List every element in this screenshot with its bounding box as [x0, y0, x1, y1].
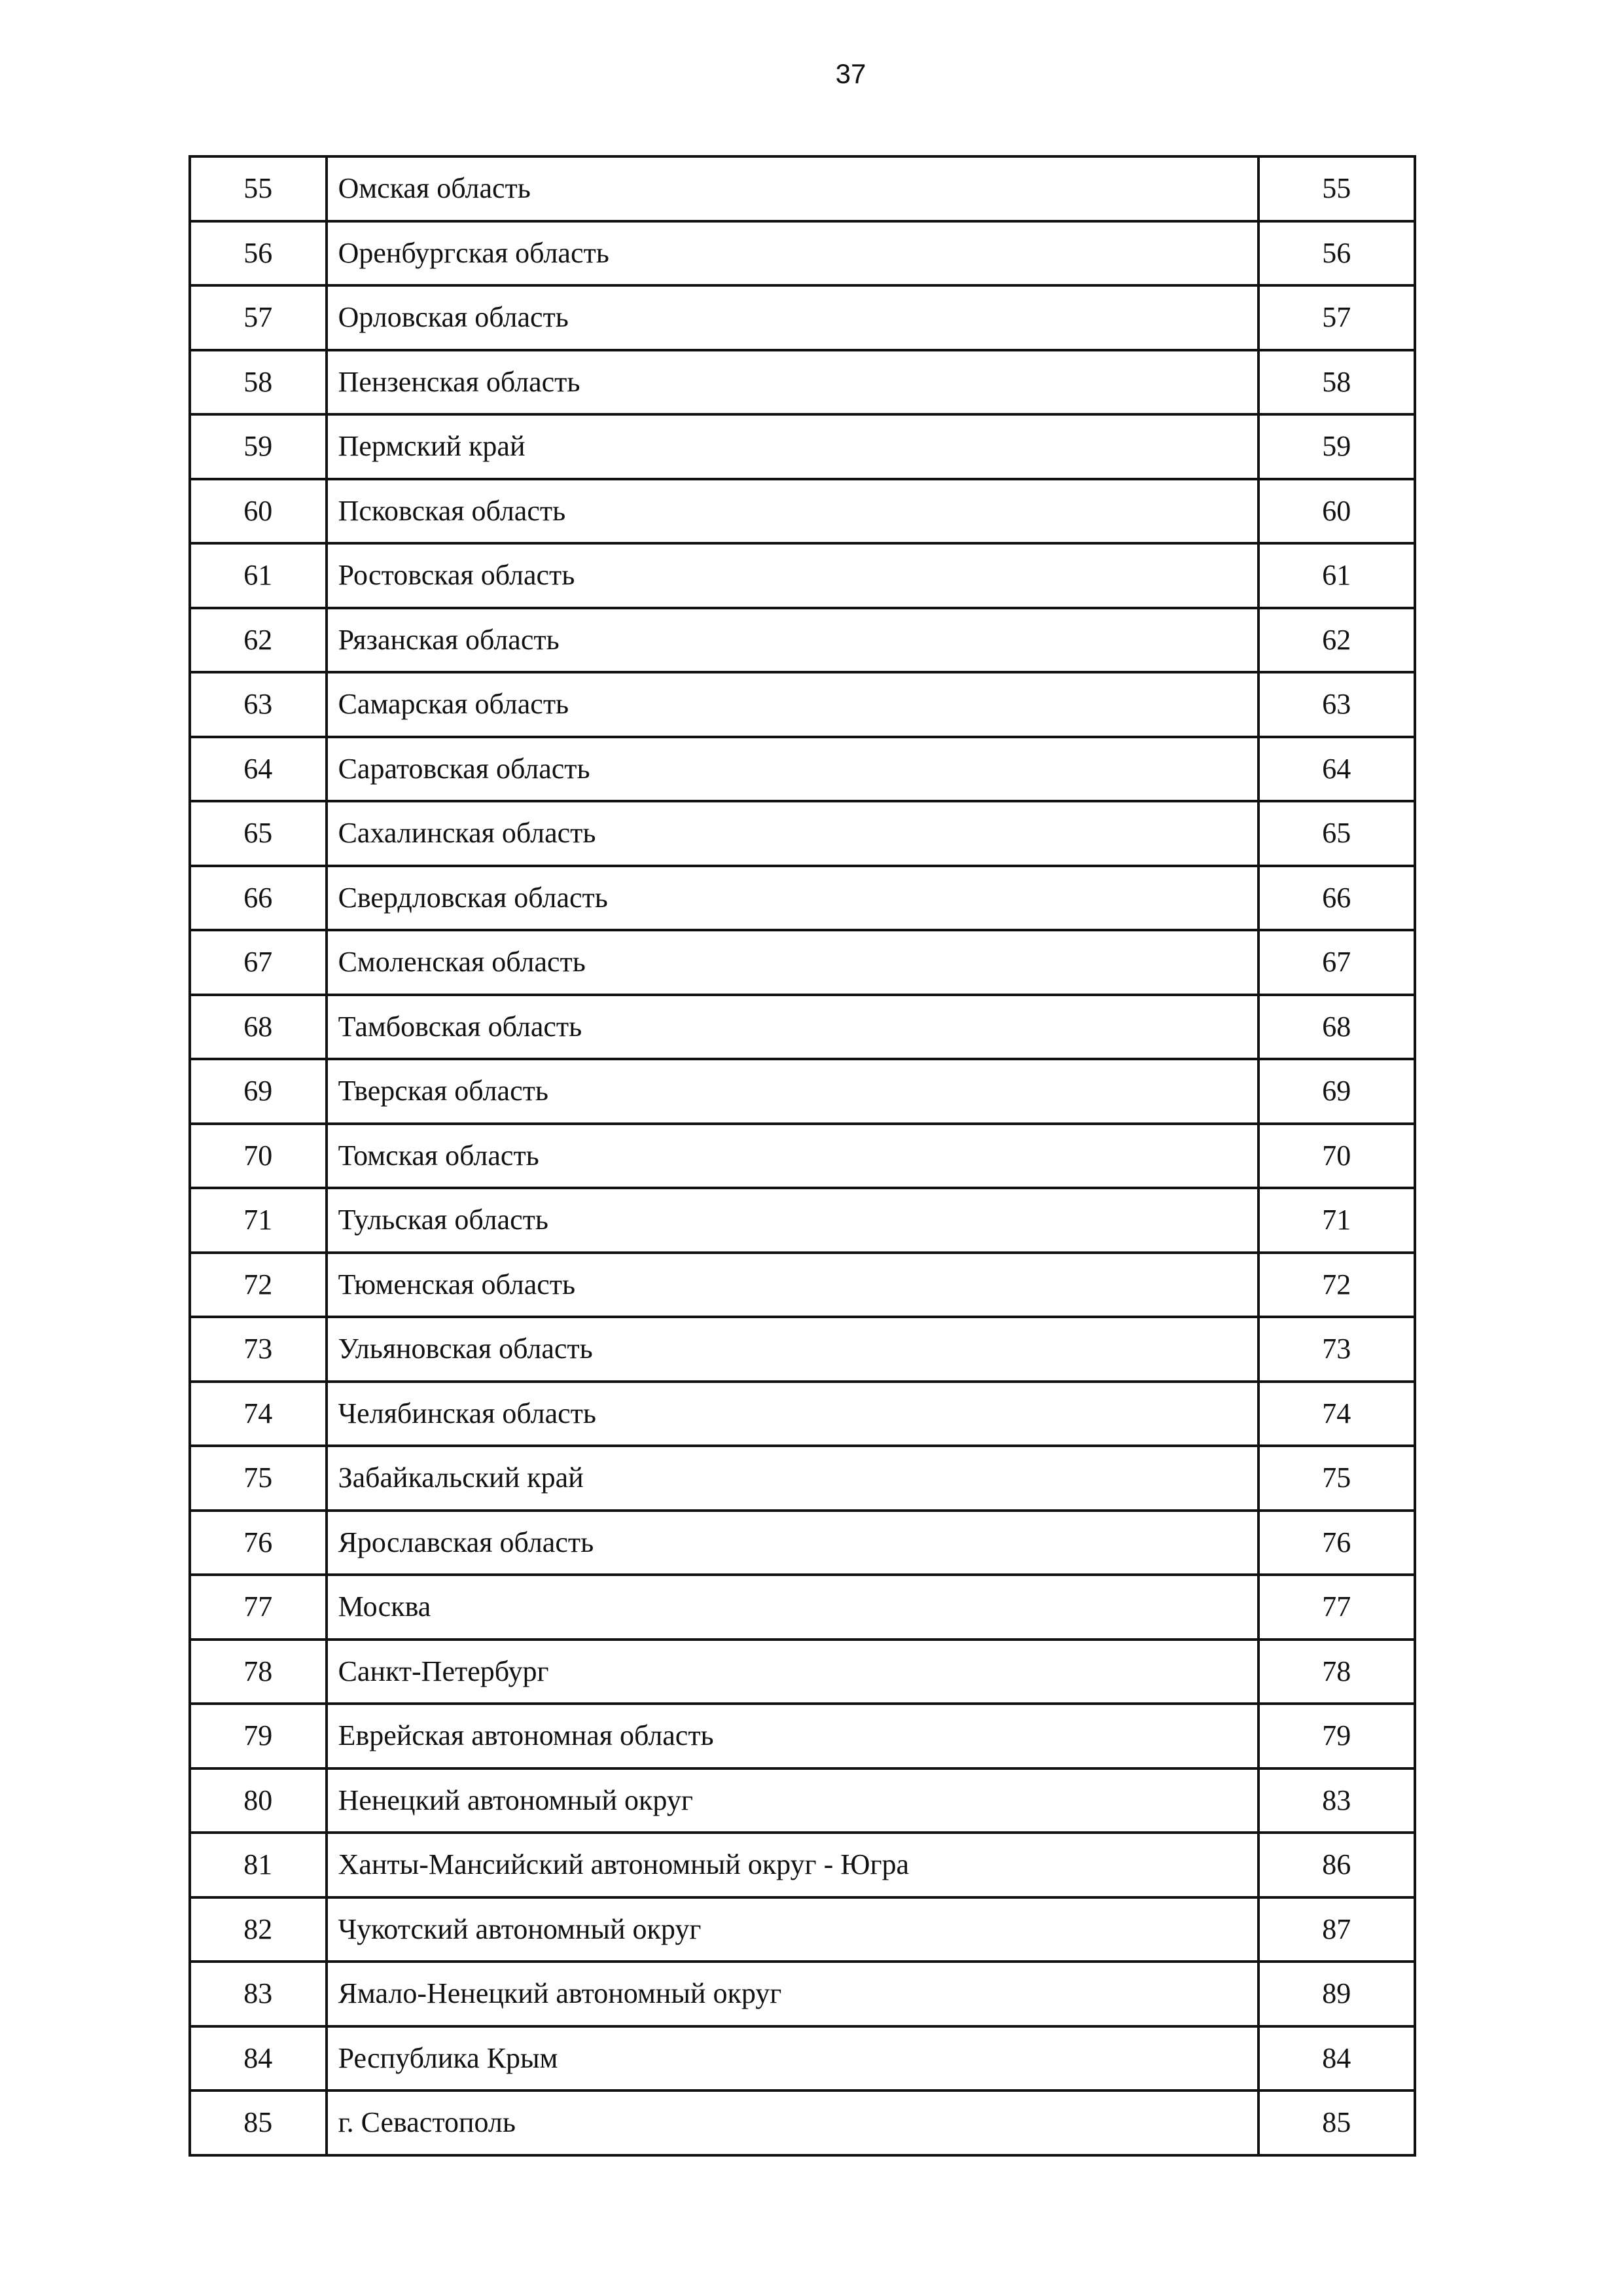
region-name-cell: Самарская область [328, 673, 1260, 738]
region-name-cell: Челябинская область [328, 1383, 1260, 1448]
region-name-cell: Орловская область [328, 287, 1260, 351]
row-number-cell: 77 [191, 1576, 328, 1641]
region-code-cell: 74 [1260, 1383, 1416, 1448]
table-row [191, 1383, 1416, 1448]
table-row [191, 1060, 1416, 1125]
region-name-cell: Еврейская автономная область [328, 1705, 1260, 1770]
row-number-cell: 66 [191, 867, 328, 932]
region-name-cell: г. Севастополь [328, 2092, 1260, 2157]
region-code-cell: 69 [1260, 1060, 1416, 1125]
region-code-cell: 72 [1260, 1254, 1416, 1319]
region-name-cell: Смоленская область [328, 931, 1260, 996]
row-number-cell: 74 [191, 1383, 328, 1448]
table-row [191, 1447, 1416, 1512]
row-number-cell: 64 [191, 738, 328, 803]
region-name-cell: Томская область [328, 1125, 1260, 1190]
table-row [191, 1512, 1416, 1577]
row-number-cell: 70 [191, 1125, 328, 1190]
region-code-cell: 76 [1260, 1512, 1416, 1577]
row-number-cell: 60 [191, 480, 328, 545]
table-row [191, 1770, 1416, 1835]
region-code-cell: 85 [1260, 2092, 1416, 2157]
region-name-cell: Чукотский автономный округ [328, 1899, 1260, 1964]
region-code-cell: 60 [1260, 480, 1416, 545]
region-name-cell: Москва [328, 1576, 1260, 1641]
region-name-cell: Ярославская область [328, 1512, 1260, 1577]
region-name-cell: Сахалинская область [328, 802, 1260, 867]
region-code-cell: 75 [1260, 1447, 1416, 1512]
table-row [191, 2092, 1416, 2157]
region-code-cell: 70 [1260, 1125, 1416, 1190]
region-name-cell: Санкт-Петербург [328, 1641, 1260, 1706]
table-row [191, 1189, 1416, 1254]
row-number-cell: 72 [191, 1254, 328, 1319]
row-number-cell: 61 [191, 545, 328, 609]
region-name-cell: Республика Крым [328, 2028, 1260, 2092]
region-code-cell: 79 [1260, 1705, 1416, 1770]
row-number-cell: 65 [191, 802, 328, 867]
row-number-cell: 82 [191, 1899, 328, 1964]
table-row [191, 1254, 1416, 1319]
table-row [191, 1125, 1416, 1190]
region-name-cell: Рязанская область [328, 609, 1260, 674]
table-row [191, 1834, 1416, 1899]
row-number-cell: 84 [191, 2028, 328, 2092]
table-row [191, 1641, 1416, 1706]
region-name-cell: Тамбовская область [328, 996, 1260, 1061]
region-name-cell: Ненецкий автономный округ [328, 1770, 1260, 1835]
row-number-cell: 75 [191, 1447, 328, 1512]
table-row [191, 480, 1416, 545]
region-code-cell: 83 [1260, 1770, 1416, 1835]
region-name-cell: Тюменская область [328, 1254, 1260, 1319]
table-row [191, 1899, 1416, 1964]
region-name-cell: Забайкальский край [328, 1447, 1260, 1512]
region-code-cell: 64 [1260, 738, 1416, 803]
table-row [191, 738, 1416, 803]
table-row [191, 1705, 1416, 1770]
table-row [191, 351, 1416, 416]
row-number-cell: 69 [191, 1060, 328, 1125]
region-code-cell: 59 [1260, 416, 1416, 480]
region-name-cell: Оренбургская область [328, 223, 1260, 287]
row-number-cell: 78 [191, 1641, 328, 1706]
table-row [191, 416, 1416, 480]
region-code-cell: 87 [1260, 1899, 1416, 1964]
table-row [191, 996, 1416, 1061]
row-number-cell: 55 [191, 158, 328, 223]
region-code-cell: 86 [1260, 1834, 1416, 1899]
row-number-cell: 80 [191, 1770, 328, 1835]
region-code-cell: 67 [1260, 931, 1416, 996]
table-row [191, 158, 1416, 223]
region-code-cell: 55 [1260, 158, 1416, 223]
table-row [191, 223, 1416, 287]
region-code-cell: 68 [1260, 996, 1416, 1061]
table-row [191, 545, 1416, 609]
table-row [191, 931, 1416, 996]
region-name-cell: Ханты-Мансийский автономный округ - Югра [328, 1834, 1260, 1899]
region-code-cell: 56 [1260, 223, 1416, 287]
row-number-cell: 83 [191, 1963, 328, 2028]
table-row [191, 867, 1416, 932]
region-code-cell: 73 [1260, 1318, 1416, 1383]
table-row [191, 1318, 1416, 1383]
region-name-cell: Ямало-Ненецкий автономный округ [328, 1963, 1260, 2028]
row-number-cell: 71 [191, 1189, 328, 1254]
row-number-cell: 57 [191, 287, 328, 351]
region-code-cell: 77 [1260, 1576, 1416, 1641]
table-row [191, 287, 1416, 351]
table-row [191, 609, 1416, 674]
region-name-cell: Саратовская область [328, 738, 1260, 803]
row-number-cell: 73 [191, 1318, 328, 1383]
region-name-cell: Псковская область [328, 480, 1260, 545]
row-number-cell: 81 [191, 1834, 328, 1899]
region-name-cell: Ульяновская область [328, 1318, 1260, 1383]
region-code-cell: 63 [1260, 673, 1416, 738]
row-number-cell: 63 [191, 673, 328, 738]
region-code-cell: 62 [1260, 609, 1416, 674]
table-row [191, 2028, 1416, 2092]
region-code-cell: 61 [1260, 545, 1416, 609]
region-name-cell: Ростовская область [328, 545, 1260, 609]
region-code-cell: 71 [1260, 1189, 1416, 1254]
table-row [191, 1576, 1416, 1641]
region-name-cell: Омская область [328, 158, 1260, 223]
table-row [191, 802, 1416, 867]
row-number-cell: 79 [191, 1705, 328, 1770]
region-name-cell: Тверская область [328, 1060, 1260, 1125]
table-row [191, 673, 1416, 738]
region-name-cell: Тульская область [328, 1189, 1260, 1254]
region-code-cell: 58 [1260, 351, 1416, 416]
region-name-cell: Пензенская область [328, 351, 1260, 416]
region-code-cell: 89 [1260, 1963, 1416, 2028]
regions-table [188, 155, 1416, 2157]
row-number-cell: 62 [191, 609, 328, 674]
row-number-cell: 59 [191, 416, 328, 480]
table-row [191, 1963, 1416, 2028]
region-name-cell: Свердловская область [328, 867, 1260, 932]
region-code-cell: 84 [1260, 2028, 1416, 2092]
region-code-cell: 57 [1260, 287, 1416, 351]
row-number-cell: 85 [191, 2092, 328, 2157]
page-number: 37 [835, 58, 866, 89]
row-number-cell: 58 [191, 351, 328, 416]
region-code-cell: 66 [1260, 867, 1416, 932]
region-code-cell: 65 [1260, 802, 1416, 867]
row-number-cell: 56 [191, 223, 328, 287]
row-number-cell: 68 [191, 996, 328, 1061]
region-name-cell: Пермский край [328, 416, 1260, 480]
row-number-cell: 76 [191, 1512, 328, 1577]
row-number-cell: 67 [191, 931, 328, 996]
region-code-cell: 78 [1260, 1641, 1416, 1706]
